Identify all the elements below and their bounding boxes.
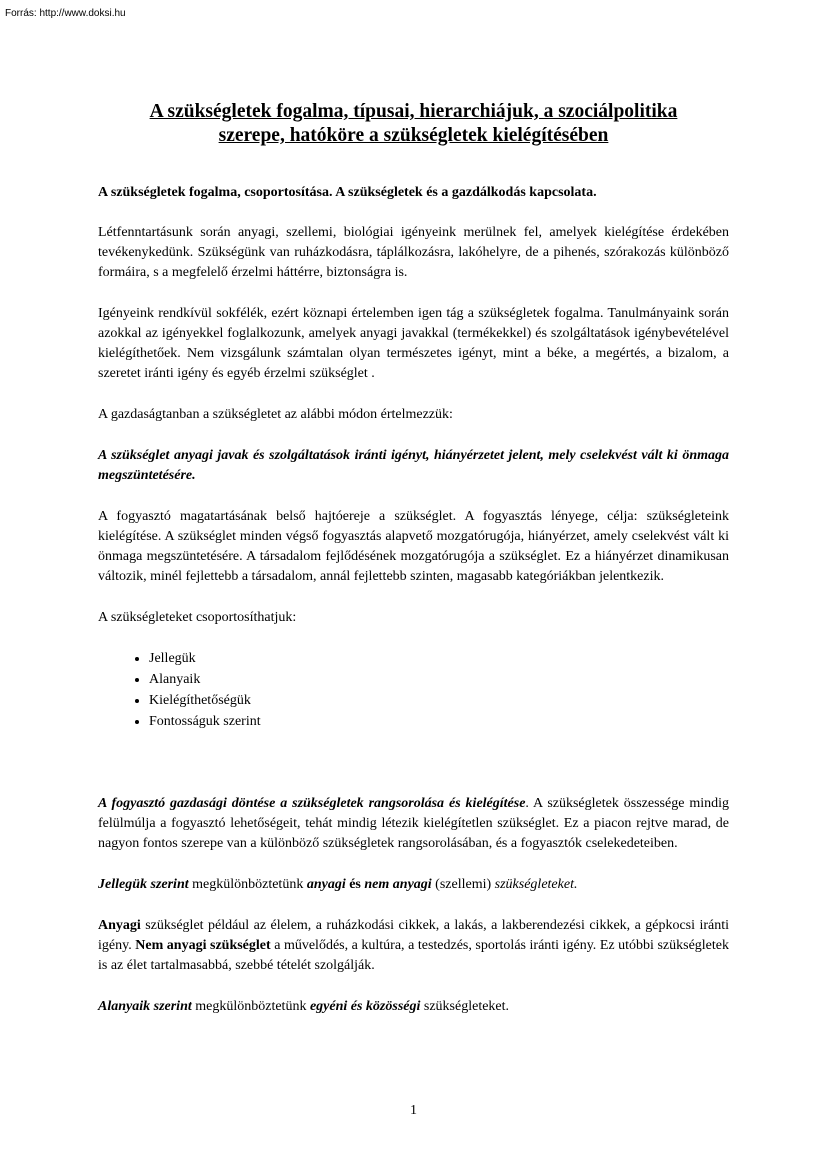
p7-anyagi: anyagi <box>306 877 346 892</box>
p7-jelleguk: Jellegük szerint <box>98 877 189 892</box>
p6-rest: . A szükségletek összessége mindig felülmúlja a fogyasztó lehetőségeit, tehát mindig létezik kielégítetlen szükséglet. Ez a piacon rejtve marad, de nagyon fontos szerepe van a különböző szükségletek rangsorolásában, és a fogyasztók cselekedeteiben. <box>98 796 729 851</box>
p8-nem-anyagi: Nem anyagi szükséglet <box>135 938 271 953</box>
grouping-list <box>98 648 729 732</box>
list-item: • Alanyaik <box>149 669 729 690</box>
p9-egyeni: egyéni és közösségi <box>309 999 421 1014</box>
title-line-2: szerepe, hatóköre a szükségletek kielégítésében <box>218 125 609 146</box>
section-heading: A szükségletek fogalma, csoportosítása. A szükségletek és a gazdálkodás kapcsolata. <box>98 185 597 200</box>
p8-text: szükséglet például az élelem, a ruházkodási cikkek, a lakás, a lakberendezési cikkek, a gépkocsi iránti igény. <box>98 918 729 953</box>
paragraph-1: Létfenntartásunk során anyagi, szellemi, biológiai igényeink merülnek fel, amelyek kielégítése érdekében tevékenykedünk. Szükségünk van ruházkodásra, táplálkozásra, lakóhelyre, de a pihenés, szórakozás különböző formáira, s a megfelelő érzelmi háttérre, biztonságra is. <box>98 225 729 280</box>
definition-paragraph <box>98 446 729 486</box>
p9-text-2: szükségleteket. <box>420 999 510 1014</box>
page-number: 1 <box>410 1103 417 1118</box>
paragraph-6 <box>98 794 729 854</box>
p6-emphasis: A fogyasztó gazdasági döntése a szükségletek rangsorolása és kielégítése <box>98 796 526 811</box>
p8-text-2: a művelődés, a kultúra, a testedzés, sportolás iránti igény. Ez utóbbi szükségletek is az élet tartalmasabbá, szebbé tételét szolgálják. <box>98 938 729 973</box>
paragraph-5: A szükségleteket csoportosíthatjuk: <box>98 610 297 625</box>
p8-anyagi: Anyagi <box>98 918 141 933</box>
paragraph-8 <box>98 916 729 976</box>
p7-text-2: (szellemi) <box>431 877 495 892</box>
list-item: • Fontosságuk szerint <box>149 711 729 732</box>
p7-text: megkülönböztetünk <box>188 877 307 892</box>
title-line-1: A szükségletek fogalma, típusai, hierarchiájuk, a szociálpolitika <box>149 101 678 122</box>
document-body <box>98 100 729 1017</box>
list-item: • Kielégíthetőségük <box>149 690 729 711</box>
paragraph-2: Igényeink rendkívül sokfélék, ezért köznapi értelemben igen tág a szükségletek fogalma. Tanulmányaink során azokkal az igényekkel foglalkozunk, amelyek anyagi javakkal (termékekkel) és szolgáltatások igénybevételével kielégíthetőek. Nem vizsgálunk számtalan olyan természetes igényt, mint a béke, a megértés, a bizalom, a szeretet iránti igény és egyéb érzelmi szükséglet . <box>98 306 729 381</box>
paragraph-4: A fogyasztó magatartásának belső hajtóereje a szükséglet. A fogyasztás lényege, célja: szükségleteink kielégítése. A szükséglet minden végső fogyasztás alapvető mozgatórugója, hiányérzet, amely cselekvést vált ki önmaga megszüntetésére. A társadalom fejlődésének mozgatórugója a szükséglet. Ez a hiányérzet dinamikusan változik, minél fejlettebb a társadalom, annál fejlettebb szinten, magasabb kategóriákban jelentkezik. <box>98 509 729 584</box>
paragraph-3: A gazdaságtanban a szükségletet az alábbi módon értelmezzük: <box>98 407 453 422</box>
paragraph-9 <box>98 997 729 1017</box>
p9-text: megkülönböztetünk <box>191 999 310 1014</box>
paragraph-7 <box>98 875 729 895</box>
p9-alanyaik: Alanyaik szerint <box>98 999 192 1014</box>
source-line: Forrás: http://www.doksi.hu <box>5 8 126 19</box>
p7-nem-anyagi: nem anyagi <box>364 877 432 892</box>
definition-text: A szükséglet anyagi javak és szolgáltatások iránti igényt, hiányérzetet jelent, mely cselekvést vált ki önmaga megszüntetésére. <box>98 448 729 483</box>
p7-szuksegleteket: szükségleteket. <box>494 877 578 892</box>
p7-es: és <box>345 877 365 892</box>
list-item: • Jellegük <box>149 648 729 669</box>
document-title <box>98 100 729 148</box>
